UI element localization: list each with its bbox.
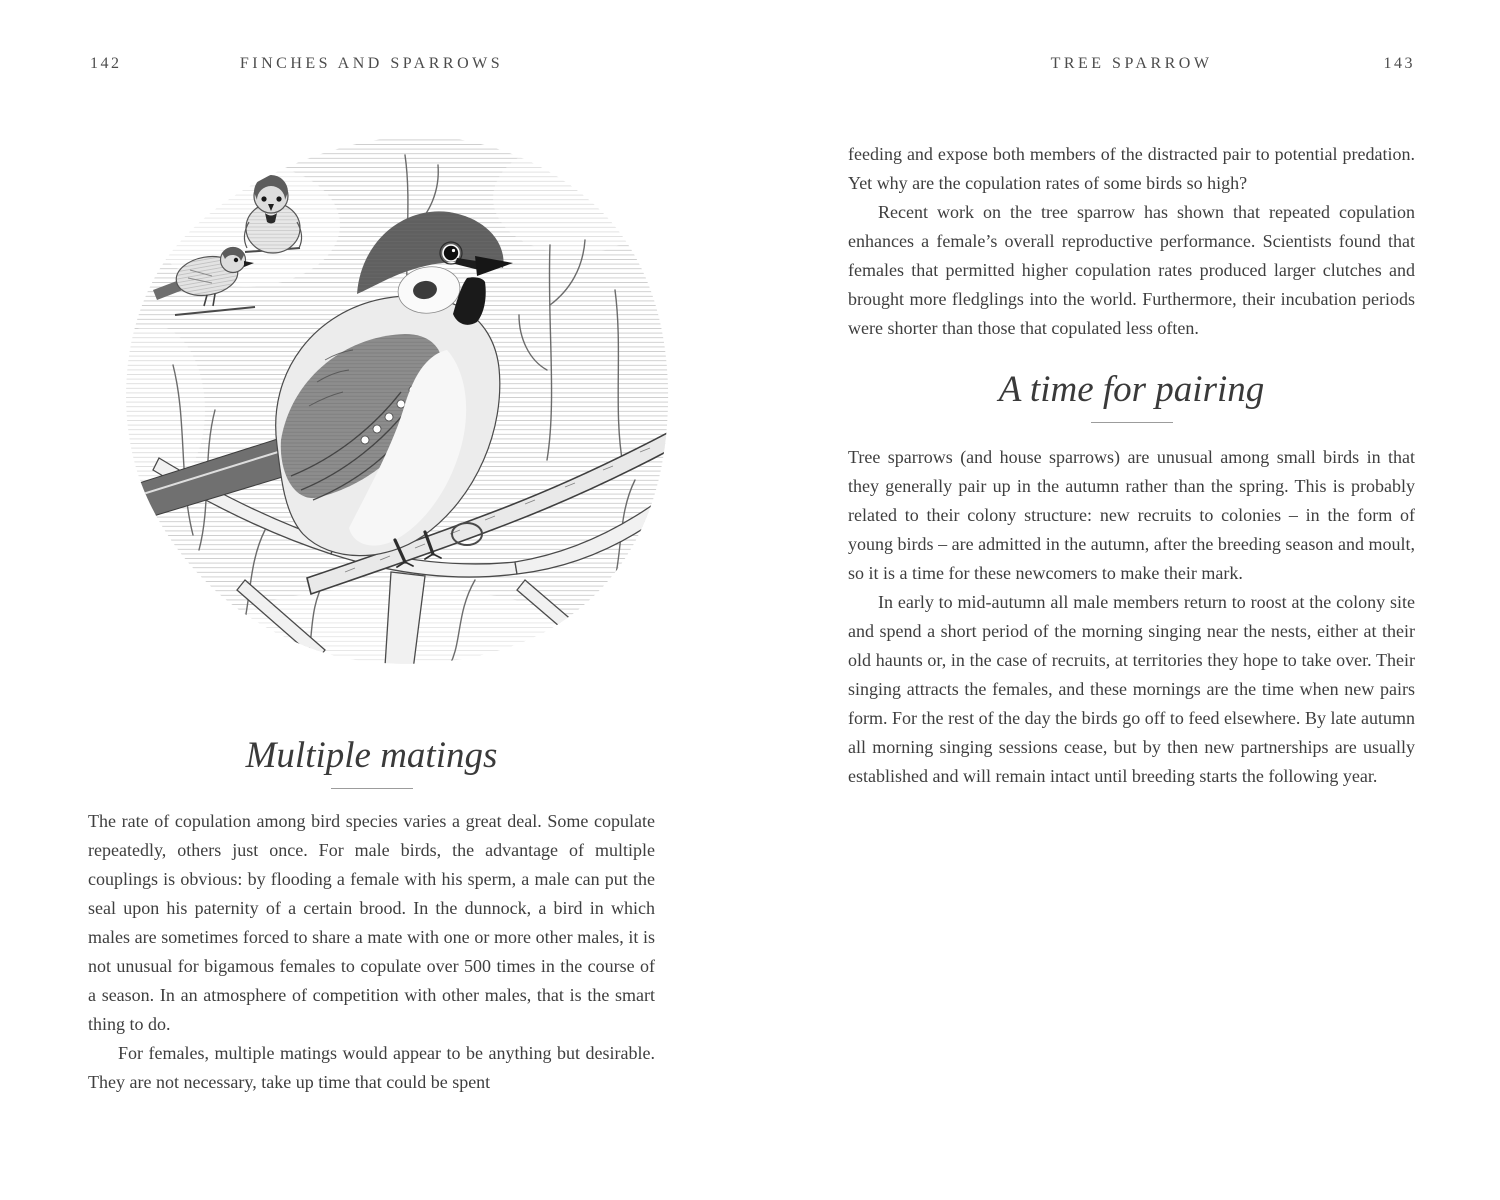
body-paragraph: Recent work on the tree sparrow has shown that repeated copulation enhances a female’s overall reproductive performance. Scientists found that females that permitted higher copulation rates produced larger clutches and brought more fledglings into the world. Furthermore, their incubation periods were shorter than those that copulated less often. xyxy=(848,202,1415,338)
body-paragraph: In early to mid-autumn all male members return to roost at the colony site and spend a short period of the morning singing near the nests, either at their old haunts or, in the case of recruits, at territories they hope to take over. Their singing attracts the females, and these mornings are the time when new pairs form. For the rest of the day the birds go off to feed elsewhere. By late autumn all morning singing sessions cease, but by then new partnerships are usually established and will remain intact until breeding starts the following year. xyxy=(848,591,1415,786)
body-paragraph: Tree sparrows (and house sparrows) are unusual among small birds in that they generally pair up in the autumn rather than the spring. This is probably related to their colony structure: new recruits to colonies – in the form of young birds – are admitted in the autumn, after the breeding season and moult, so it is a time for these newcomers to make their mark. xyxy=(848,446,1415,583)
heading-rule xyxy=(1091,422,1173,423)
left-section-heading: Multiple matings xyxy=(245,735,498,776)
tree-sparrow-engraving-svg xyxy=(95,110,685,685)
right-running-head: TREE SPARROW xyxy=(1050,55,1213,72)
right-page-text-column xyxy=(848,140,1415,791)
body-paragraph: feeding and expose both members of the distracted pair to potential predation. Yet why are the copulation rates of some birds so high? xyxy=(848,144,1415,193)
heading-rule xyxy=(331,788,413,789)
left-page-text-column xyxy=(88,735,655,1097)
right-section-heading-block xyxy=(848,369,1415,423)
left-running-head: FINCHES AND SPARROWS xyxy=(239,55,504,72)
tree-sparrow-illustration xyxy=(95,110,685,685)
left-page-number: 142 xyxy=(90,55,122,72)
right-section-heading: A time for pairing xyxy=(998,369,1265,410)
body-paragraph: The rate of copulation among bird species varies a great deal. Some copulate repeatedly, others just once. For male birds, the advantage of multiple couplings is obvious: by flooding a female with his sperm, a male can put the seal upon his paternity of a certain brood. In the dunnock, a bird in which males are sometimes forced to share a mate with one or more other males, it is not unusual for bigamous females to copulate over 500 times in the course of a season. In an atmosphere of competition with other males, that is the smart thing to do. xyxy=(88,810,655,1034)
right-page-number: 143 xyxy=(1383,55,1415,72)
body-paragraph: For females, multiple matings would appear to be anything but desirable. They are not necessary, take up time that could be spent xyxy=(88,1042,655,1092)
left-section-heading-block xyxy=(88,735,655,789)
